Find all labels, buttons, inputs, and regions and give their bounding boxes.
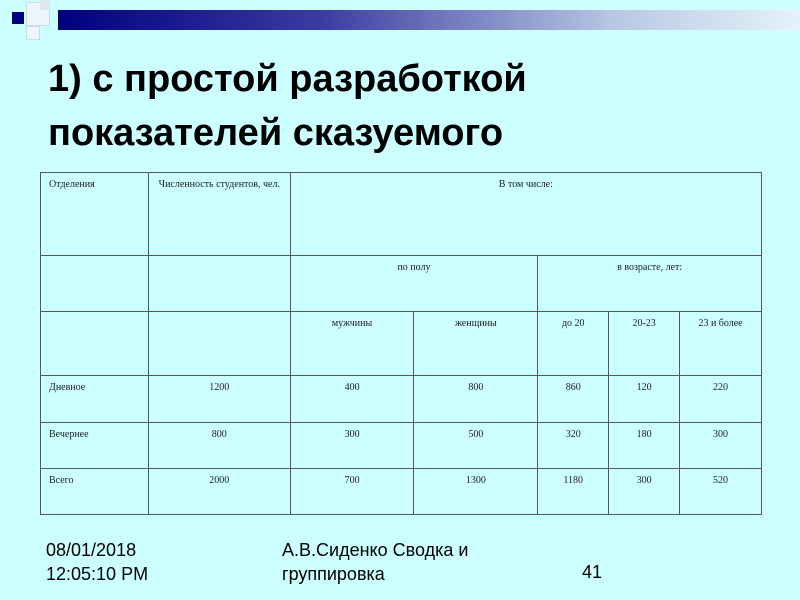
header-age-under20: до 20 <box>538 312 609 376</box>
slide-title <box>48 52 748 160</box>
header-empty-cell <box>41 256 149 312</box>
cell-men: 300 <box>290 423 414 469</box>
cell-23-plus: 220 <box>680 376 762 423</box>
cell-total: 800 <box>148 423 290 469</box>
table-row <box>41 469 762 515</box>
cell-20-23: 120 <box>609 376 680 423</box>
slide-number: 41 <box>582 562 603 582</box>
cell-under20: 320 <box>538 423 609 469</box>
cell-under20: 860 <box>538 376 609 423</box>
cell-women: 1300 <box>414 469 538 515</box>
table-row <box>41 376 762 423</box>
footer-time: 12:05:10 PM <box>46 564 149 584</box>
cell-men: 400 <box>290 376 414 423</box>
cell-men: 700 <box>290 469 414 515</box>
header-by-sex: по полу <box>290 256 538 312</box>
corner-square-decoration <box>12 12 24 24</box>
header-men: мужчины <box>290 312 414 376</box>
title-bar-decoration <box>58 10 800 30</box>
cell-total: 1200 <box>148 376 290 423</box>
header-row-2 <box>41 256 762 312</box>
cell-23-plus: 300 <box>680 423 762 469</box>
row-name: Дневное <box>41 376 149 423</box>
header-women: женщины <box>414 312 538 376</box>
footer-date: 08/01/2018 <box>46 540 137 560</box>
row-name: Всего <box>41 469 149 515</box>
header-empty-cell <box>41 312 149 376</box>
cell-total: 2000 <box>148 469 290 515</box>
corner-square-decoration <box>26 26 40 40</box>
footer-author-line2: группировка <box>282 564 385 584</box>
statistics-table <box>40 172 762 515</box>
header-department: Отделения <box>41 173 149 256</box>
footer-datetime <box>46 538 148 586</box>
header-including: В том числе: <box>290 173 761 256</box>
header-age-20-23: 20-23 <box>609 312 680 376</box>
header-empty-cell <box>148 312 290 376</box>
header-by-age: в возрасте, лет: <box>538 256 762 312</box>
cell-20-23: 180 <box>609 423 680 469</box>
cell-23-plus: 520 <box>680 469 762 515</box>
footer-author-line1: А.В.Сиденко Сводка и <box>282 540 469 560</box>
cell-20-23: 300 <box>609 469 680 515</box>
slide-title-line2: показателей сказуемого <box>48 112 504 154</box>
header-age-23-plus: 23 и более <box>680 312 762 376</box>
cell-women: 500 <box>414 423 538 469</box>
cell-under20: 1180 <box>538 469 609 515</box>
row-name: Вечернее <box>41 423 149 469</box>
table-row <box>41 423 762 469</box>
slide-title-line1: 1) с простой разработкой <box>48 58 527 100</box>
header-row-3 <box>41 312 762 376</box>
footer-author <box>282 538 542 586</box>
header-row-1 <box>41 173 762 256</box>
header-students: Численность студентов, чел. <box>148 173 290 256</box>
header-empty-cell <box>148 256 290 312</box>
cell-women: 800 <box>414 376 538 423</box>
corner-square-decoration <box>40 0 50 10</box>
